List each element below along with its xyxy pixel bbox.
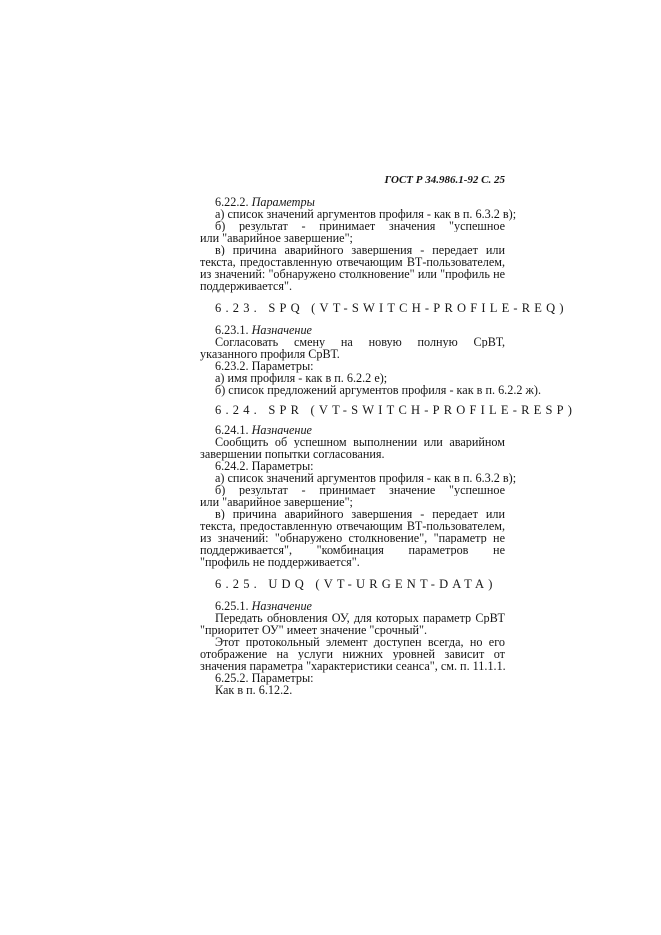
subsection-heading <box>200 424 505 436</box>
subsection-heading: 6.25.2. Параметры: <box>215 671 314 685</box>
running-header: ГОСТ Р 34.986.1-92 С. 25 <box>384 174 505 186</box>
subsection-heading: 6.24.2. Параметры: <box>215 459 314 473</box>
paragraph-line: поддерживается". <box>200 279 293 293</box>
subsection-heading <box>200 600 505 612</box>
paragraph-line: текста, предоставленную отвечающим ВТ-пользователем, <box>200 520 505 532</box>
paragraph-line: в) причина аварийного завершения - передает или <box>215 508 505 520</box>
paragraph-line: Сообщить об успешном выполнении или аварийном <box>215 436 505 448</box>
section-number: 6.22.2. <box>215 195 249 209</box>
paragraph-line: из значений: "обнаружено столкновение", "параметр не <box>200 532 505 544</box>
section-title: Назначение <box>251 423 312 437</box>
paragraph-line: текста, предоставленную отвечающим ВТ-пользователем, <box>200 256 505 268</box>
subsection-heading <box>200 324 505 336</box>
paragraph-line: б) результат - принимает значение "успешное <box>215 484 505 496</box>
paragraph-line: поддерживается", "комбинация параметров не <box>200 544 505 556</box>
paragraph-line: из значений: "обнаружено столкновение" или "профиль не <box>200 268 505 280</box>
paragraph-line: "приоритет ОУ" имеет значение "срочный". <box>200 623 428 637</box>
paragraph-line: а) список значений аргументов профиля - как в п. 6.3.2 в); <box>215 207 517 221</box>
section-number: 6.24.1. <box>215 423 249 437</box>
paragraph-line: завершении попытки согласования. <box>200 447 385 461</box>
paragraph-line: б) результат - принимает значения "успешное <box>215 220 505 232</box>
section-number: 6.23.1. <box>215 323 249 337</box>
paragraph-line: отображение на услуги нижних уровней зависит от <box>200 648 505 660</box>
section-heading-6-25: 6.25. UDQ (VT-URGENT-DATA) <box>215 577 497 591</box>
section-heading-6-24: 6.24. SPR (VT-SWITCH-PROFILE-RESP) <box>215 403 577 417</box>
paragraph-line: а) имя профиля - как в п. 6.2.2 е); <box>215 371 388 385</box>
section-title: Назначение <box>251 599 312 613</box>
paragraph-line: или "аварийное завершение"; <box>200 231 353 245</box>
paragraph-line: Как в п. 6.12.2. <box>215 683 293 697</box>
section-title: Параметры <box>251 195 315 209</box>
document-body <box>200 195 577 697</box>
paragraph-line: б) список предложений аргументов профиля - как в п. 6.2.2 ж). <box>215 383 542 397</box>
paragraph-line: или "аварийное завершение"; <box>200 495 353 509</box>
paragraph-line: а) список значений аргументов профиля - как в п. 6.3.2 в); <box>215 471 517 485</box>
paragraph-line: указанного профиля СрВТ. <box>200 347 340 361</box>
paragraph-line: Передать обновления ОУ, для которых параметр СрВТ <box>215 612 505 624</box>
paragraph-line: значения параметра "характеристики сеанса", см. п. 11.1.1. <box>200 659 506 673</box>
paragraph-line: Согласовать смену на новую полную СрВТ, <box>215 336 505 348</box>
section-heading-6-23: 6.23. SPQ (VT-SWITCH-PROFILE-REQ) <box>215 301 568 315</box>
paragraph-line: Этот протокольный элемент доступен всегда, но его <box>215 636 505 648</box>
subsection-heading: 6.23.2. Параметры: <box>215 359 314 373</box>
paragraph-line: "профиль не поддерживается". <box>200 555 360 569</box>
paragraph-line: в) причина аварийного завершения - передает или <box>215 244 505 256</box>
section-title: Назначение <box>251 323 312 337</box>
section-number: 6.25.1. <box>215 599 249 613</box>
